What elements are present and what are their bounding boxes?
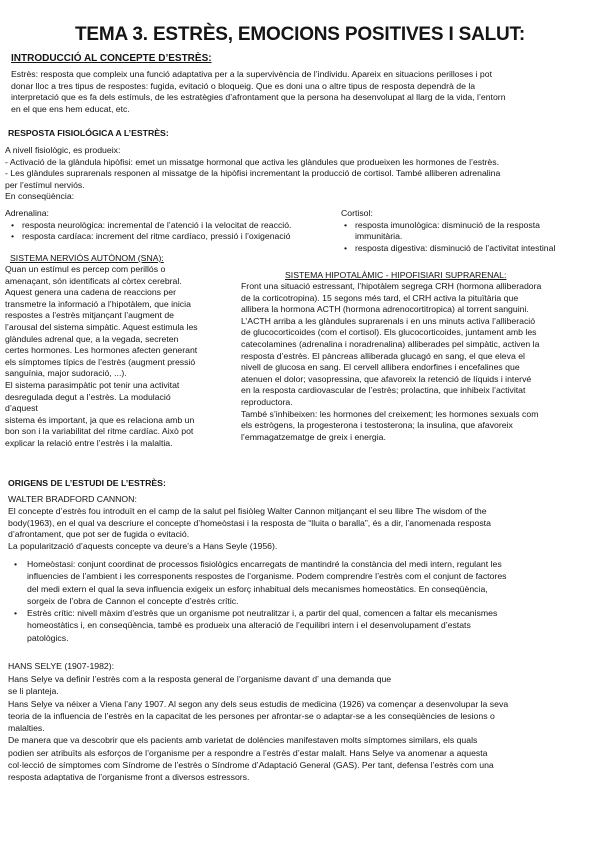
text-line: També s’inhibeixen: les hormones del creixement; les hormones sexuals com bbox=[241, 408, 539, 419]
text-line: homeostàtics i, en conseqüència, també es produeix una alteració de l’equilibri intern i el desenvolupament d’estats bbox=[27, 620, 471, 631]
text-line: teoria de la influencia de l’estrès en la capacitat de les persones per afrontar-se o adaptar-se a les conseqüències de lesions o bbox=[8, 710, 495, 721]
text-line: • Estrès crític: nivell màxim d’estrès que un organisme pot neutralitzar i, a partir del qual, comencen a faltar els mecanismes bbox=[27, 608, 498, 619]
text-line: body(1963), en el qual va descriure el concepte d’homeòstasi i la resposta de “lluita o baralla”, és a dir, l’anomenada resposta bbox=[8, 517, 491, 528]
physio-heading: RESPOSTA FISIOLÓGICA A L’ESTRÈS: bbox=[8, 128, 169, 138]
text-line: malalties. bbox=[8, 723, 45, 734]
hpa-heading: SISTEMA HIPOTALÀMIC - HIPOFISIARI SUPRARENAL: bbox=[285, 270, 507, 280]
text-line: sorgeix de l’obra de Cannon el concepte d’estrès crític. bbox=[27, 595, 239, 606]
list-item: • resposta digestiva: disminució de l’activitat intestinal bbox=[341, 243, 596, 255]
selye-paragraph bbox=[8, 673, 596, 784]
text-line: d’aquest bbox=[5, 403, 38, 414]
text-line: Hans Selye va definir l’estrès com a la resposta general de l’organisme davant d’ una demanda que bbox=[8, 674, 392, 684]
cortisol-label: Cortisol: bbox=[341, 208, 373, 218]
selye-heading: HANS SELYE (1907-1982): bbox=[8, 661, 115, 671]
text-line: respostes a l’estrès mitjançant l’augment de bbox=[5, 310, 175, 321]
text-line: reproductora. bbox=[241, 396, 293, 407]
text-line: l’emmagatzematge de greix i energia. bbox=[241, 431, 386, 442]
text-line: desregulada degut a l’estrès. La modulació bbox=[5, 391, 171, 402]
text-line: patològics. bbox=[27, 632, 69, 643]
text-line: A nivell fisiològic, es produeix: bbox=[5, 145, 121, 155]
text-line: certes hormones. Les hormones afecten generant bbox=[5, 345, 198, 356]
text-line: Hans Selye va néixer a Viena l’any 1907. Al segon any dels seus estudis de medicina (1926) va començar a desenvolupar la seva bbox=[8, 698, 509, 709]
list-item bbox=[11, 558, 596, 607]
origins-heading: ORIGENS DE L’ESTUDI DE L’ESTRÈS: bbox=[8, 478, 166, 488]
text-line: de glucocorticoides (com el cortisol). Els glucocorticoides, juntament amb les bbox=[241, 327, 537, 338]
text-line: en la resposta cardiovascular de l’estrès; prolactina, que inhibeix l’activitat bbox=[241, 385, 526, 396]
cannon-heading: WALTER BRADFORD CANNON: bbox=[8, 494, 137, 504]
text-line: d’afrontament, que pot ser de fugida o evitació. bbox=[8, 529, 190, 540]
cortisol-block bbox=[341, 208, 596, 254]
text-line: resposta adaptativa de l’organisme front a diversos estressors. bbox=[8, 772, 250, 783]
text-line: allibera la hormona ACTH (hormona adrenocortitropica) al torrent sanguini. bbox=[241, 304, 529, 315]
text-line: amenaçant, són identificats al còrtex cerebral. bbox=[5, 275, 182, 286]
text-line: l’arousal del sistema simpàtic. Aquest estimula les bbox=[5, 321, 198, 332]
text-line: Estrès: resposta que compleix una funció adaptativa per a la supervivència de l’individu. Apareix en situacions perilloses i pot bbox=[11, 69, 492, 79]
text-line: sanguínia, major sudoració, ...). bbox=[5, 368, 127, 379]
text-line: L’ACTH arriba a les glàndules suprarenals i en uns minuts activa l’alliberació bbox=[241, 315, 536, 326]
physio-paragraph bbox=[5, 145, 595, 203]
text-line: - Activació de la glàndula hipòfisi: emet un missatge hormonal que activa les glàndules que produeixen les hormones de l’estrès. bbox=[5, 156, 500, 167]
adrenalina-block bbox=[5, 208, 340, 243]
list-item: • resposta neurològica: incremental de l’atenció i la velocitat de reacció. bbox=[8, 220, 340, 232]
text-line: glàndules adrenal que, a la vegada, secreten bbox=[5, 333, 179, 344]
text-line: En conseqüència: bbox=[5, 191, 75, 202]
text-line: els estrògens, la progesterona i testosterona; la insulina, que afavoreix bbox=[241, 420, 513, 431]
text-line: els símptomes típics de l’estrès (augment pressió bbox=[5, 356, 196, 367]
text-line: influencies de l’ambient i les corresponents respostes de l’organisme. Podem comprendre l’estrès com el conjunt de factores bbox=[27, 571, 507, 582]
text-line: en el que ens hem educat, etc. bbox=[11, 103, 130, 114]
text-line: - Les glàndules suprarenals responen al missatge de la hipòfisi incrementant la producció de cortisol. També alliberen adrenalina bbox=[5, 168, 501, 179]
text-line: resposta d’estrès. El pàncreas alliberada glucagó en sang, el que eleva el bbox=[241, 350, 525, 361]
text-line: De manera que va descobrir que els pacients amb varietat de dolències manifestaven molts símptomes similars, els quals bbox=[8, 735, 478, 746]
page-title: TEMA 3. ESTRÈS, EMOCIONS POSITIVES I SALUT: bbox=[75, 24, 525, 45]
list-item bbox=[11, 607, 596, 644]
text-line: donar lloc a tres tipus de respostes: fugida, evitació o bloqueig. Que es doni una o altre tipus de resposta dependrà de la bbox=[11, 80, 476, 91]
text-line: transmetre la informació a l’hipotàlem, que inicia bbox=[5, 298, 191, 309]
intro-heading: INTRODUCCIÓ AL CONCEPTE D’ESTRÈS: bbox=[11, 53, 212, 64]
hpa-paragraph bbox=[241, 281, 597, 443]
text-line: catecolamines (adrenalina i noradrenalina) alliberades pel simpàtic, activen la bbox=[241, 338, 540, 349]
text-line: El concepte d’estrès fou introduït en el camp de la salut pel fisiòleg Walter Cannon mitjançant el seu llibre The wisdom of the bbox=[8, 506, 487, 516]
sna-paragraph bbox=[5, 264, 240, 450]
text-line: El sistema parasimpàtic pot tenir una activitat bbox=[5, 379, 180, 390]
text-line: • Homeòstasi: conjunt coordinat de processos fisiològics encarregats de mantindré la constància del medi intern, regulant les bbox=[27, 559, 502, 569]
text-line: sistema és important, ja que es relaciona amb un bbox=[5, 414, 195, 425]
sna-heading: SISTEMA NERVIÓS AUTÒNOM (SNA): bbox=[10, 253, 164, 263]
text-line: de la corticotropina). 15 segons més tard, el CRH activa la pituïtària que bbox=[241, 292, 519, 303]
text-line: del medi extern el qual la seva influencia exigeix un esforç inhabitual dels mecanismes homeostàtics. En conseqüència, bbox=[27, 583, 488, 594]
text-line: se li planteja. bbox=[8, 686, 59, 697]
text-line: nivell de glucosa en sang. El cervell allibera endorfines i encefalines que bbox=[241, 362, 520, 373]
text-line: bon son i la variabilitat del ritme cardíac. Això pot bbox=[5, 426, 194, 437]
text-line: La popularització d’aquests concepte va deure’s a Hans Seyle (1956). bbox=[8, 540, 278, 551]
text-line: podien ser atribuïts als esforços de l’organisme per a respondre a l’estrès d’estar malalt. Hans Selye va anomenar a aquesta bbox=[8, 747, 488, 758]
text-line: interpretació que es fa dels estímuls, de les estratègies d’afrontament que la persona ha desenvolupat al llarg de la vida, l’entorn bbox=[11, 92, 506, 103]
text-line: Quan un estímul es percep com perillós o bbox=[5, 264, 166, 274]
text-line: per l’estímul nerviós. bbox=[5, 179, 85, 190]
intro-paragraph bbox=[11, 69, 593, 115]
text-line: explicar la relació entre l’estrès i la malaltia. bbox=[5, 437, 173, 448]
text-line: col·lecció de símptomes com Síndrome de l’estrès o Síndrome d’Adaptació General (GAS). Per tant, defensa l’estrès com una bbox=[8, 760, 494, 771]
text-line: atenuen el dolor; vasopressina, que afavoreix la retenció de líquids i intervé bbox=[241, 373, 532, 384]
list-item: • resposta imunològica: disminució de la resposta immunitària. bbox=[341, 220, 561, 243]
cannon-list bbox=[11, 558, 596, 644]
text-line: Aquest genera una cadena de reaccions per bbox=[5, 287, 176, 298]
text-line: Front una situació estressant, l’hipotàlem segrega CRH (hormona alliberadora bbox=[241, 281, 542, 291]
cannon-paragraph bbox=[8, 506, 596, 552]
list-item: • resposta cardíaca: increment del ritme cardíaco, pressió i l’oxigenació bbox=[8, 231, 340, 243]
adrenalina-label: Adrenalina: bbox=[5, 208, 49, 218]
